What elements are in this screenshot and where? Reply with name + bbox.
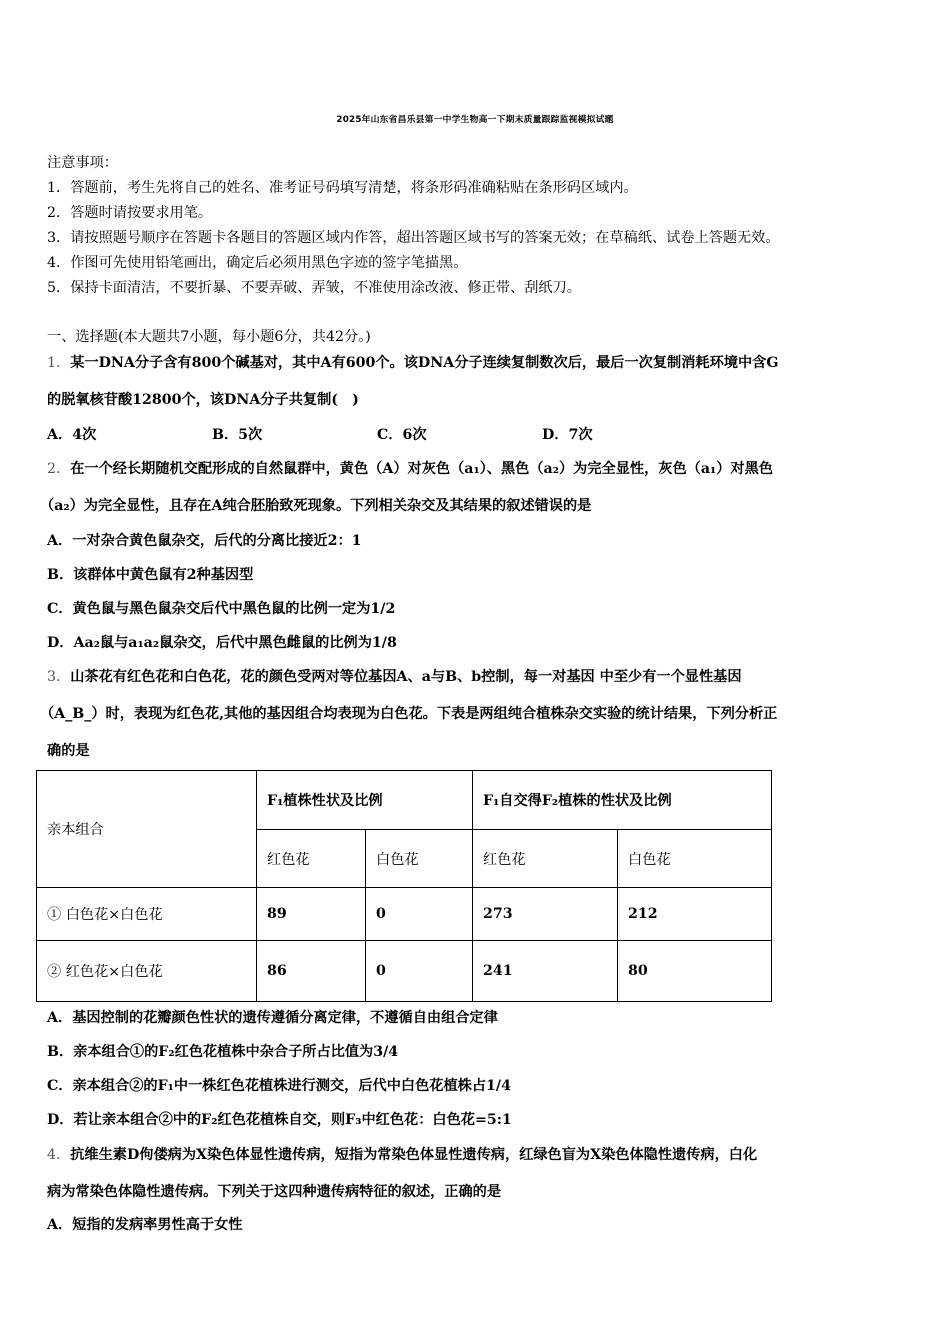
option-b[interactable]: B．该群体中黄色鼠有2种基因型	[47, 567, 254, 583]
option-c[interactable]: C．亲本组合②的F₁中一株红色花植株进行测交，后代中白色花植株占1/4	[47, 1078, 511, 1094]
subheader-cell: 红色花	[473, 830, 618, 888]
question-number: 4．	[47, 1147, 71, 1163]
table-cell: 0	[366, 941, 473, 1002]
table-cell: 86	[257, 941, 366, 1002]
option-c[interactable]: C．6次	[377, 427, 427, 443]
notice-item: 1．答题前，考生先将自己的姓名、准考证号码填写清楚，将条形码准确粘贴在条形码区域内。	[47, 180, 638, 196]
section-heading: 一、选择题(本大题共7小题，每小题6分，共42分。)	[47, 329, 371, 345]
question-text: 在一个经长期随机交配形成的自然鼠群中，黄色（A）对灰色（a₁）、黑色（a₂）为完全显性，灰色（a₁）对黑色	[70, 461, 773, 477]
results-table	[36, 770, 772, 1002]
subheader-cell: 白色花	[366, 830, 473, 888]
question-number: 1．	[47, 355, 71, 371]
option-a[interactable]: A．基因控制的花瓣颜色性状的遗传遵循分离定律，不遵循自由组合定律	[47, 1010, 498, 1026]
table-cell: 212	[618, 888, 772, 941]
notice-heading: 注意事项：	[47, 155, 118, 171]
table-row	[37, 941, 772, 1002]
question-4	[47, 1144, 757, 1164]
page-title: 2025年山东省昌乐县第一中学生物高一下期末质量跟踪监视模拟试题	[336, 115, 614, 125]
question-2	[47, 458, 773, 478]
notice-item: 3．请按照题号顺序在答题卡各题目的答题区域内作答，超出答题区域书写的答案无效；在草稿纸、试卷上答题无效。	[47, 230, 780, 246]
question-3-cont: （A_B_）时，表现为红色花,其他的基因组合均表现为白色花。下表是两组纯合植株杂交实验的统计结果，下列分析正	[40, 706, 778, 722]
question-3	[47, 666, 742, 686]
question-text: 山茶花有红色花和白色花，花的颜色受两对等位基因A、a与B、b控制，每一对基因 中至少有一个显性基因	[70, 669, 742, 685]
notice-item: 5．保持卡面清洁，不要折暴、不要弄破、弄皱，不准使用涂改液、修正带、刮纸刀。	[47, 280, 581, 296]
subheader-cell: 白色花	[618, 830, 772, 888]
question-text: 某一DNA分子含有800个碱基对，其中A有600个。该DNA分子连续复制数次后，最后一次复制消耗环境中含G	[70, 355, 779, 371]
table-cell: 241	[473, 941, 618, 1002]
question-number: 2．	[47, 461, 71, 477]
table-cell: 273	[473, 888, 618, 941]
subheader-cell: 红色花	[257, 830, 366, 888]
row-label: ① 白色花×白色花	[37, 888, 257, 941]
question-1-cont: 的脱氧核苷酸12800个，该DNA分子共复制( )	[47, 392, 359, 408]
question-text: 抗维生素D佝偻病为X染色体显性遗传病，短指为常染色体显性遗传病，红绿色盲为X染色体隐性遗传病，白化	[70, 1147, 758, 1163]
question-3-cont: 确的是	[47, 743, 90, 759]
option-d[interactable]: D．Aa₂鼠与a₁a₂鼠杂交，后代中黑色雌鼠的比例为1/8	[47, 635, 397, 651]
header-parent: 亲本组合	[37, 771, 257, 888]
question-1	[47, 352, 778, 372]
option-a[interactable]: A．一对杂合黄色鼠杂交，后代的分离比接近2：1	[47, 533, 362, 549]
option-c[interactable]: C．黄色鼠与黑色鼠杂交后代中黑色鼠的比例一定为1/2	[47, 601, 396, 617]
option-b[interactable]: B．亲本组合①的F₂红色花植株中杂合子所占比值为3/4	[47, 1044, 399, 1060]
question-1-options	[47, 424, 593, 444]
table-row	[37, 888, 772, 941]
question-number: 3．	[47, 669, 71, 685]
notice-item: 2．答题时请按要求用笔。	[47, 205, 213, 221]
option-a[interactable]: A．短指的发病率男性高于女性	[47, 1217, 243, 1233]
option-a[interactable]: A．4次	[47, 427, 97, 443]
question-2-cont: （a₂）为完全显性，且存在A纯合胚胎致死现象。下列相关杂交及其结果的叙述错误的是	[40, 498, 592, 514]
option-d[interactable]: D．若让亲本组合②中的F₂红色花植株自交，则F₃中红色花：白色花=5:1	[47, 1112, 512, 1128]
header-f2: F₁自交得F₂植株的性状及比例	[473, 771, 772, 830]
option-d[interactable]: D．7次	[542, 427, 593, 443]
option-b[interactable]: B．5次	[212, 427, 263, 443]
question-4-cont: 病为常染色体隐性遗传病。下列关于这四种遗传病特征的叙述，正确的是	[47, 1184, 502, 1200]
header-f1: F₁植株性状及比例	[257, 771, 473, 830]
table-cell: 0	[366, 888, 473, 941]
notice-item: 4．作图可先使用铅笔画出，确定后必须用黑色字迹的签字笔描黑。	[47, 255, 468, 271]
table-cell: 80	[618, 941, 772, 1002]
table-cell: 89	[257, 888, 366, 941]
row-label: ② 红色花×白色花	[37, 941, 257, 1002]
